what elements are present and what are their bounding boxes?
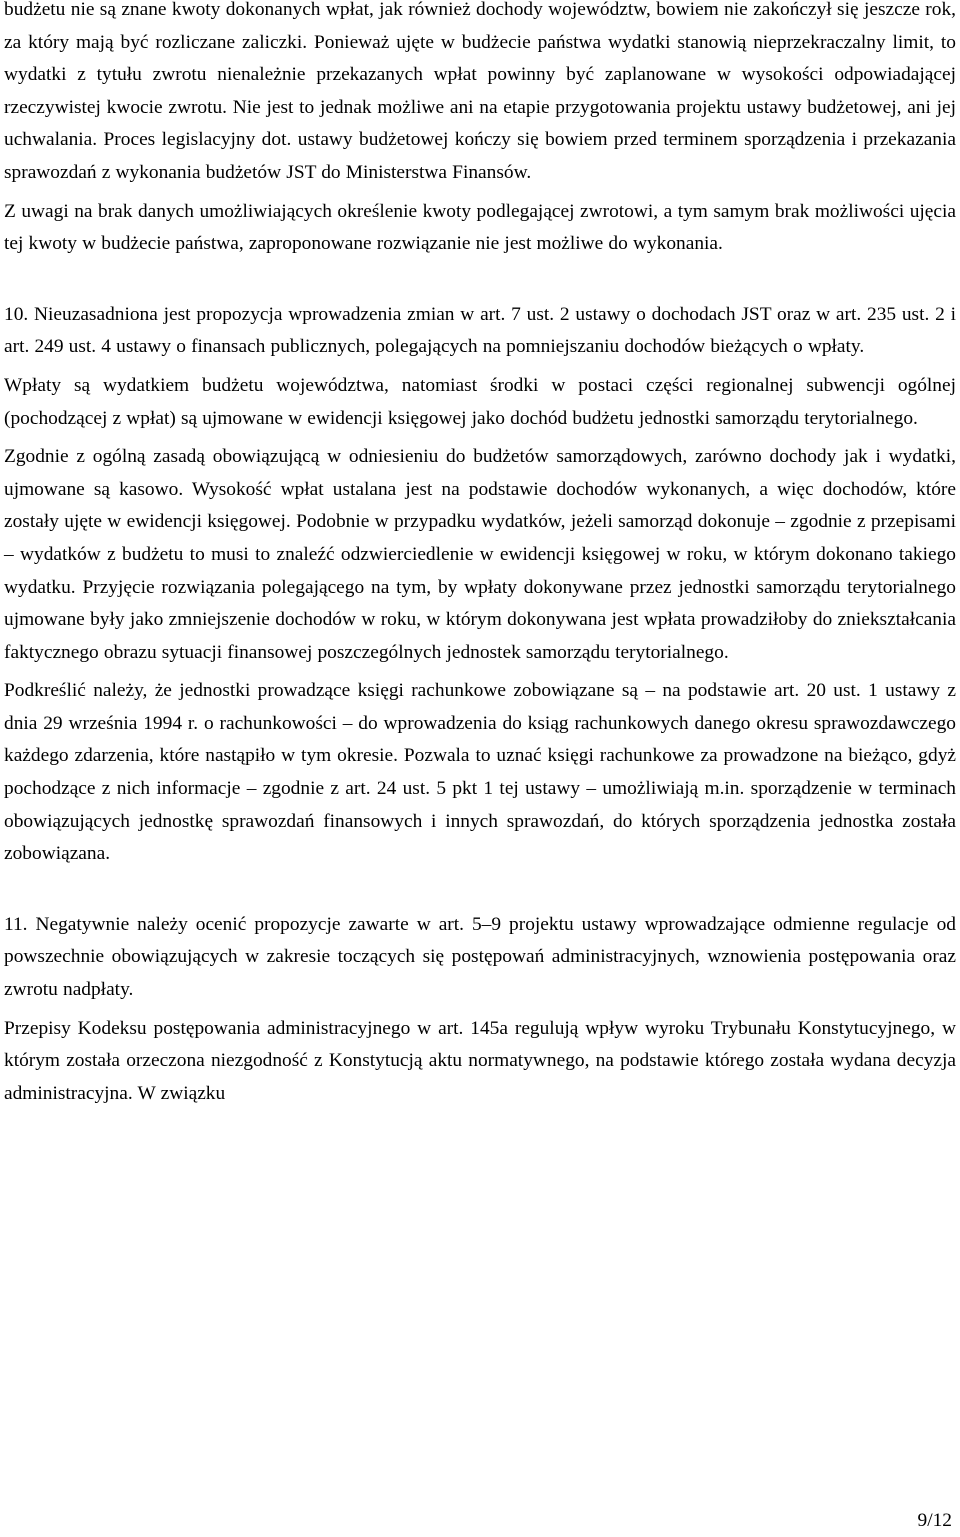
paragraph-1: budżetu nie są znane kwoty dokonanych wpłat, jak również dochody województw, bowiem nie zakończył się jeszcze rok, za który mają być rozliczane zaliczki. Ponieważ ujęte w budżecie państwa wydatki stanowią nieprzekraczalny limit, to wydatki z tytułu zwrotu nienależnie przekazanych wpłat powinny być zaplanowane w wysokości odpowiadającej rzeczywistej kwocie zwrotu. Nie jest to jednak możliwe ani na etapie przygotowania projektu ustawy budżetowej, ani jej uchwalania. Proces legislacyjny dot. ustawy budżetowej kończy się bowiem przed terminem sporządzenia i przekazania sprawozdań z wykonania budżetów JST do Ministerstwa Finansów. — [4, 0, 956, 183]
paragraph-6: Podkreślić należy, że jednostki prowadzące księgi rachunkowe zobowiązane są – na podstawie art. 20 ust. 1 ustawy z dnia 29 września 1994 r. o rachunkowości – do wprowadzenia do ksiąg rachunkowych danego okresu sprawozdawczego każdego zdarzenia, które nastąpiło w tym okresie. Pozwala to uznać księgi rachunkowe za prowadzone na bieżąco, gdyż pochodzące z nich informacje – zgodnie z art. 24 ust. 5 pkt 1 tej ustawy – umożliwiają m.in. sporządzenie w terminach obowiązujących jednostkę sprawozdań finansowych i innych sprawozdań, do których sporządzenia jednostka została zobowiązana. — [4, 680, 956, 865]
document-page — [4, 0, 956, 1537]
paragraph-8: Przepisy Kodeksu postępowania administracyjnego w art. 145a regulują wpływ wyroku Trybunału Konstytucyjnego, w którym została orzeczona niezgodność z Konstytucją aktu normatywnego, na podstawie którego została wydana decyzja administracyjna. W związku — [4, 1017, 956, 1104]
paragraph-4: Wpłaty są wydatkiem budżetu województwa, natomiast środki w postaci części regionalnej subwencji ogólnej (pochodzącej z wpłat) są ujmowane w ewidencji księgowej jako dochód budżetu jednostki samorządu terytorialnego. — [4, 374, 956, 429]
paragraph-section-10: 10. Nieuzasadniona jest propozycja wprowadzenia zmian w art. 7 ust. 2 ustawy o dochodach JST oraz w art. 235 ust. 2 i art. 249 ust. 4 ustawy o finansach publicznych, polegających na pomniejszaniu dochodów bieżących o wpłaty. — [4, 303, 956, 358]
section-gap — [4, 871, 956, 909]
section-gap — [4, 261, 956, 299]
paragraph-5: Zgodnie z ogólną zasadą obowiązującą w odniesieniu do budżetów samorządowych, zarówno dochody jak i wydatki, ujmowane są kasowo. Wysokość wpłat ustalana jest na podstawie dochodów wykonanych, a więc dochodów, które zostały ujęte w ewidencji księgowej. Podobnie w przypadku wydatków, jeżeli samorząd dokonuje – zgodnie z przepisami – wydatków z budżetu to musi to znaleźć odzwierciedlenie w ewidencji księgowej w roku, w którym dokonano takiego wydatku. Przyjęcie rozwiązania polegającego na tym, by wpłaty dokonywane przez jednostki samorządu terytorialnego ujmowane były jako zmniejszenie dochodów w roku, w którym dokonywana jest wpłata prowadziłoby do zniekształcania faktycznego obrazu sytuacji finansowej poszczególnych jednostek samorządu terytorialnego. — [4, 446, 956, 663]
paragraph-2: Z uwagi na brak danych umożliwiających określenie kwoty podlegającej zwrotowi, a tym samym brak możliwości ujęcia tej kwoty w budżecie państwa, zaproponowane rozwiązanie nie jest możliwe do wykonania. — [4, 200, 956, 255]
page-number: 9/12 — [917, 1510, 952, 1531]
paragraph-section-11: 11. Negatywnie należy ocenić propozycje zawarte w art. 5–9 projektu ustawy wprowadzające odmienne regulacje od powszechnie obowiązujących w zakresie toczących się postępowań administracyjnych, wznowienia postępowania oraz zwrotu nadpłaty. — [4, 913, 956, 1001]
